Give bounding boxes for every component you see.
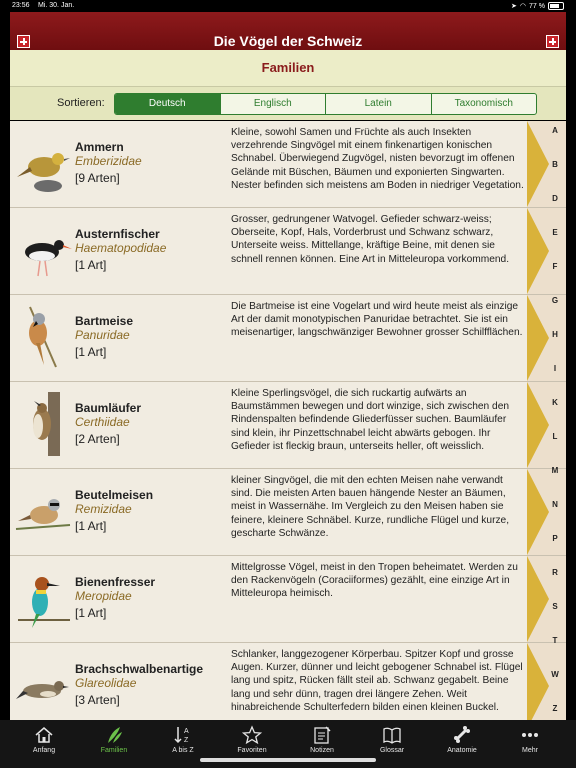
index-letter[interactable]: I bbox=[553, 364, 557, 373]
section-header bbox=[10, 50, 566, 87]
list-item[interactable] bbox=[10, 208, 527, 295]
index-letter[interactable]: N bbox=[552, 500, 558, 509]
sort-deutsch[interactable]: Deutsch bbox=[115, 94, 220, 114]
sort-latein[interactable]: Latein bbox=[325, 94, 431, 114]
family-latin-name: Meropidae bbox=[75, 589, 132, 603]
section-title: Familien bbox=[261, 60, 315, 75]
list-item[interactable] bbox=[10, 295, 527, 382]
list-item[interactable] bbox=[10, 469, 527, 556]
index-letter[interactable]: P bbox=[552, 534, 558, 543]
family-description: Schlanker, langgezogener Körperbau. Spitzer Kopf und grosse Augen. Kurzer, dünner und leicht gebogener Schnabel ist. Flügel lang und spitz, Rücken fällt steil ab. Schwanz gegabelt. Beine lang und sehr dünn, tragen drei längere Zehen. Weit hinabreichende Schulterfedern bilden einen kleinen Buckel. bbox=[231, 649, 523, 713]
family-description: Die Bartmeise ist eine Vogelart und wird heute meist als einzige Art der damit monotypischen Panuridae betrachtet. Sie ist ein meisenartiger, langschwänziger Bewohner grosser Schilfflächen. bbox=[231, 301, 523, 339]
family-species-count: [1 Art] bbox=[75, 258, 107, 272]
bird-image-beutelmeisen bbox=[14, 479, 72, 543]
sort-segmented-control bbox=[114, 93, 537, 115]
index-letter[interactable]: E bbox=[552, 228, 558, 237]
family-species-count: [3 Arten] bbox=[75, 693, 120, 707]
family-description: Grosser, gedrungener Watvogel. Gefieder schwarz-weiss; Oberseite, Kopf, Hals, Vorderbrust und Schwanz schwarz, Unterseite weiss. Mittellange, kräftige Beine, mit denen sie schnell rennen können. Eine Art in Mitteleuropa vorkommend. bbox=[231, 214, 510, 265]
wifi-icon: ◠ bbox=[519, 3, 527, 10]
sort-label: Sortieren: bbox=[57, 97, 105, 109]
family-name: Bienenfresser bbox=[75, 575, 156, 589]
tab-label: Mehr bbox=[522, 747, 538, 754]
tab-label: Glossar bbox=[379, 747, 405, 754]
tab-anfang[interactable] bbox=[12, 720, 76, 768]
star-icon bbox=[242, 725, 262, 745]
family-name: Baumläufer bbox=[75, 401, 142, 415]
family-name: Brachschwalbenartige bbox=[75, 662, 204, 676]
book-icon bbox=[382, 725, 402, 745]
index-letter[interactable]: H bbox=[552, 330, 558, 339]
family-list bbox=[10, 121, 527, 720]
status-bar bbox=[0, 0, 576, 12]
feathers-icon bbox=[104, 725, 124, 745]
home-indicator bbox=[200, 758, 376, 762]
family-latin-name: Certhiidae bbox=[75, 415, 130, 429]
index-letter[interactable]: L bbox=[552, 432, 558, 441]
family-latin-name: Glareolidae bbox=[75, 676, 137, 690]
battery-icon bbox=[548, 2, 564, 10]
tab-label: Anfang bbox=[32, 747, 56, 754]
swiss-cross-icon bbox=[546, 35, 559, 48]
family-name: Beutelmeisen bbox=[75, 488, 154, 502]
index-letter[interactable]: A bbox=[552, 126, 558, 135]
tab-label: A bis Z bbox=[172, 747, 194, 754]
index-letter[interactable]: B bbox=[552, 160, 558, 169]
bone-icon bbox=[452, 725, 472, 745]
status-right bbox=[511, 2, 564, 10]
index-letter[interactable]: Z bbox=[552, 704, 558, 713]
index-letter[interactable]: R bbox=[552, 568, 558, 577]
bird-image-brachschwalbe bbox=[14, 653, 72, 717]
list-item[interactable] bbox=[10, 121, 527, 208]
sort-taxonomisch[interactable]: Taxonomisch bbox=[431, 94, 537, 114]
tab-anatomie[interactable] bbox=[430, 720, 494, 768]
tab-label: Notizen bbox=[310, 747, 334, 754]
bird-image-baumlaeufer bbox=[14, 392, 72, 456]
tab-label: Favoriten bbox=[237, 747, 267, 754]
notes-icon bbox=[312, 725, 332, 745]
sort-az-icon bbox=[173, 725, 193, 745]
bird-image-bienenfresser bbox=[14, 566, 72, 630]
sort-bar bbox=[10, 87, 566, 120]
bird-image-ammern bbox=[14, 131, 72, 195]
family-description: Kleine, sowohl Samen und Früchte als auch Insekten verzehrende Singvögel mit einem finkenartigen konischen Schnabel. Überwiegend Zugvögel, nisten bevorzugt im offenen Gelände mit Büschen, Bäumen und exponierten Singwarten. Nester befinden sich meistens am Boden in niedriger Vegetation. bbox=[231, 127, 524, 191]
family-species-count: [1 Art] bbox=[75, 606, 107, 620]
bird-image-bartmeise bbox=[14, 305, 72, 369]
location-icon: ➤ bbox=[511, 3, 517, 10]
tab-label: Anatomie bbox=[447, 747, 477, 754]
index-letter[interactable]: S bbox=[552, 602, 558, 611]
bird-image-austernfischer bbox=[14, 218, 72, 282]
battery-percent: 77 % bbox=[529, 2, 545, 10]
family-latin-name: Haematopodidae bbox=[75, 241, 167, 255]
index-letter[interactable]: W bbox=[551, 670, 559, 679]
sort-englisch[interactable]: Englisch bbox=[220, 94, 326, 114]
more-icon bbox=[520, 725, 540, 745]
index-letter[interactable]: M bbox=[551, 466, 559, 475]
family-species-count: [9 Arten] bbox=[75, 171, 120, 185]
alphabet-index[interactable] bbox=[545, 121, 565, 720]
app-title: Die Vögel der Schweiz bbox=[213, 33, 363, 49]
index-letter[interactable]: D bbox=[552, 194, 558, 203]
tab-label: Familien bbox=[100, 747, 128, 754]
family-latin-name: Emberizidae bbox=[75, 154, 142, 168]
family-description: Kleine Sperlingsvögel, die sich ruckartig aufwärts an Baumstämmen bewegen und dort winzige, sich zwischen den Rindenspalten befindende Gliederfüsser suchen. Baumläufer sind klein, ihr Pinzettschnabel leicht abwärts gebogen. Ihr Gefieder ist fleckig braun, unterseits heller, oft weisslich. bbox=[231, 388, 510, 452]
family-name: Ammern bbox=[75, 140, 124, 154]
status-date: Mi. 30. Jan. bbox=[38, 2, 75, 9]
app-header bbox=[10, 12, 566, 50]
index-letter[interactable]: F bbox=[552, 262, 558, 271]
svg-text:Z: Z bbox=[184, 737, 189, 744]
family-name: Austernfischer bbox=[75, 227, 160, 241]
family-species-count: [2 Arten] bbox=[75, 432, 120, 446]
status-time: 23:56 bbox=[12, 2, 30, 9]
family-latin-name: Panuridae bbox=[75, 328, 130, 342]
family-description: Mittelgrosse Vögel, meist in den Tropen beheimatet. Werden zu den Rackenvögeln (Coraciiformes) gezählt, eine einzige Art in Mitteleuropa heimisch. bbox=[231, 562, 518, 600]
home-icon bbox=[34, 725, 54, 745]
index-letter[interactable]: K bbox=[552, 398, 558, 407]
battery-fill bbox=[550, 4, 559, 8]
list-item[interactable] bbox=[10, 556, 527, 643]
index-letter[interactable]: G bbox=[551, 296, 559, 305]
index-letter[interactable]: T bbox=[552, 636, 558, 645]
family-description: kleiner Singvögel, die mit den echten Meisen nahe verwandt sind. Die meisten Arten bauen hängende Nester an Bäumen, meist in Wassernähe. Im Vergleich zu den Meisen haben sie feinere, kleinere Schnäbel. Kurze, rundliche Flügel und kurze, gescharte Schwänze. bbox=[231, 475, 510, 539]
tab-mehr[interactable] bbox=[498, 720, 562, 768]
family-species-count: [1 Art] bbox=[75, 345, 107, 359]
tab-familien[interactable] bbox=[82, 720, 146, 768]
list-item[interactable] bbox=[10, 643, 527, 720]
svg-text:A: A bbox=[184, 728, 189, 735]
family-latin-name: Remizidae bbox=[75, 502, 132, 516]
family-name: Bartmeise bbox=[75, 314, 134, 328]
family-species-count: [1 Art] bbox=[75, 519, 107, 533]
list-item[interactable] bbox=[10, 382, 527, 469]
